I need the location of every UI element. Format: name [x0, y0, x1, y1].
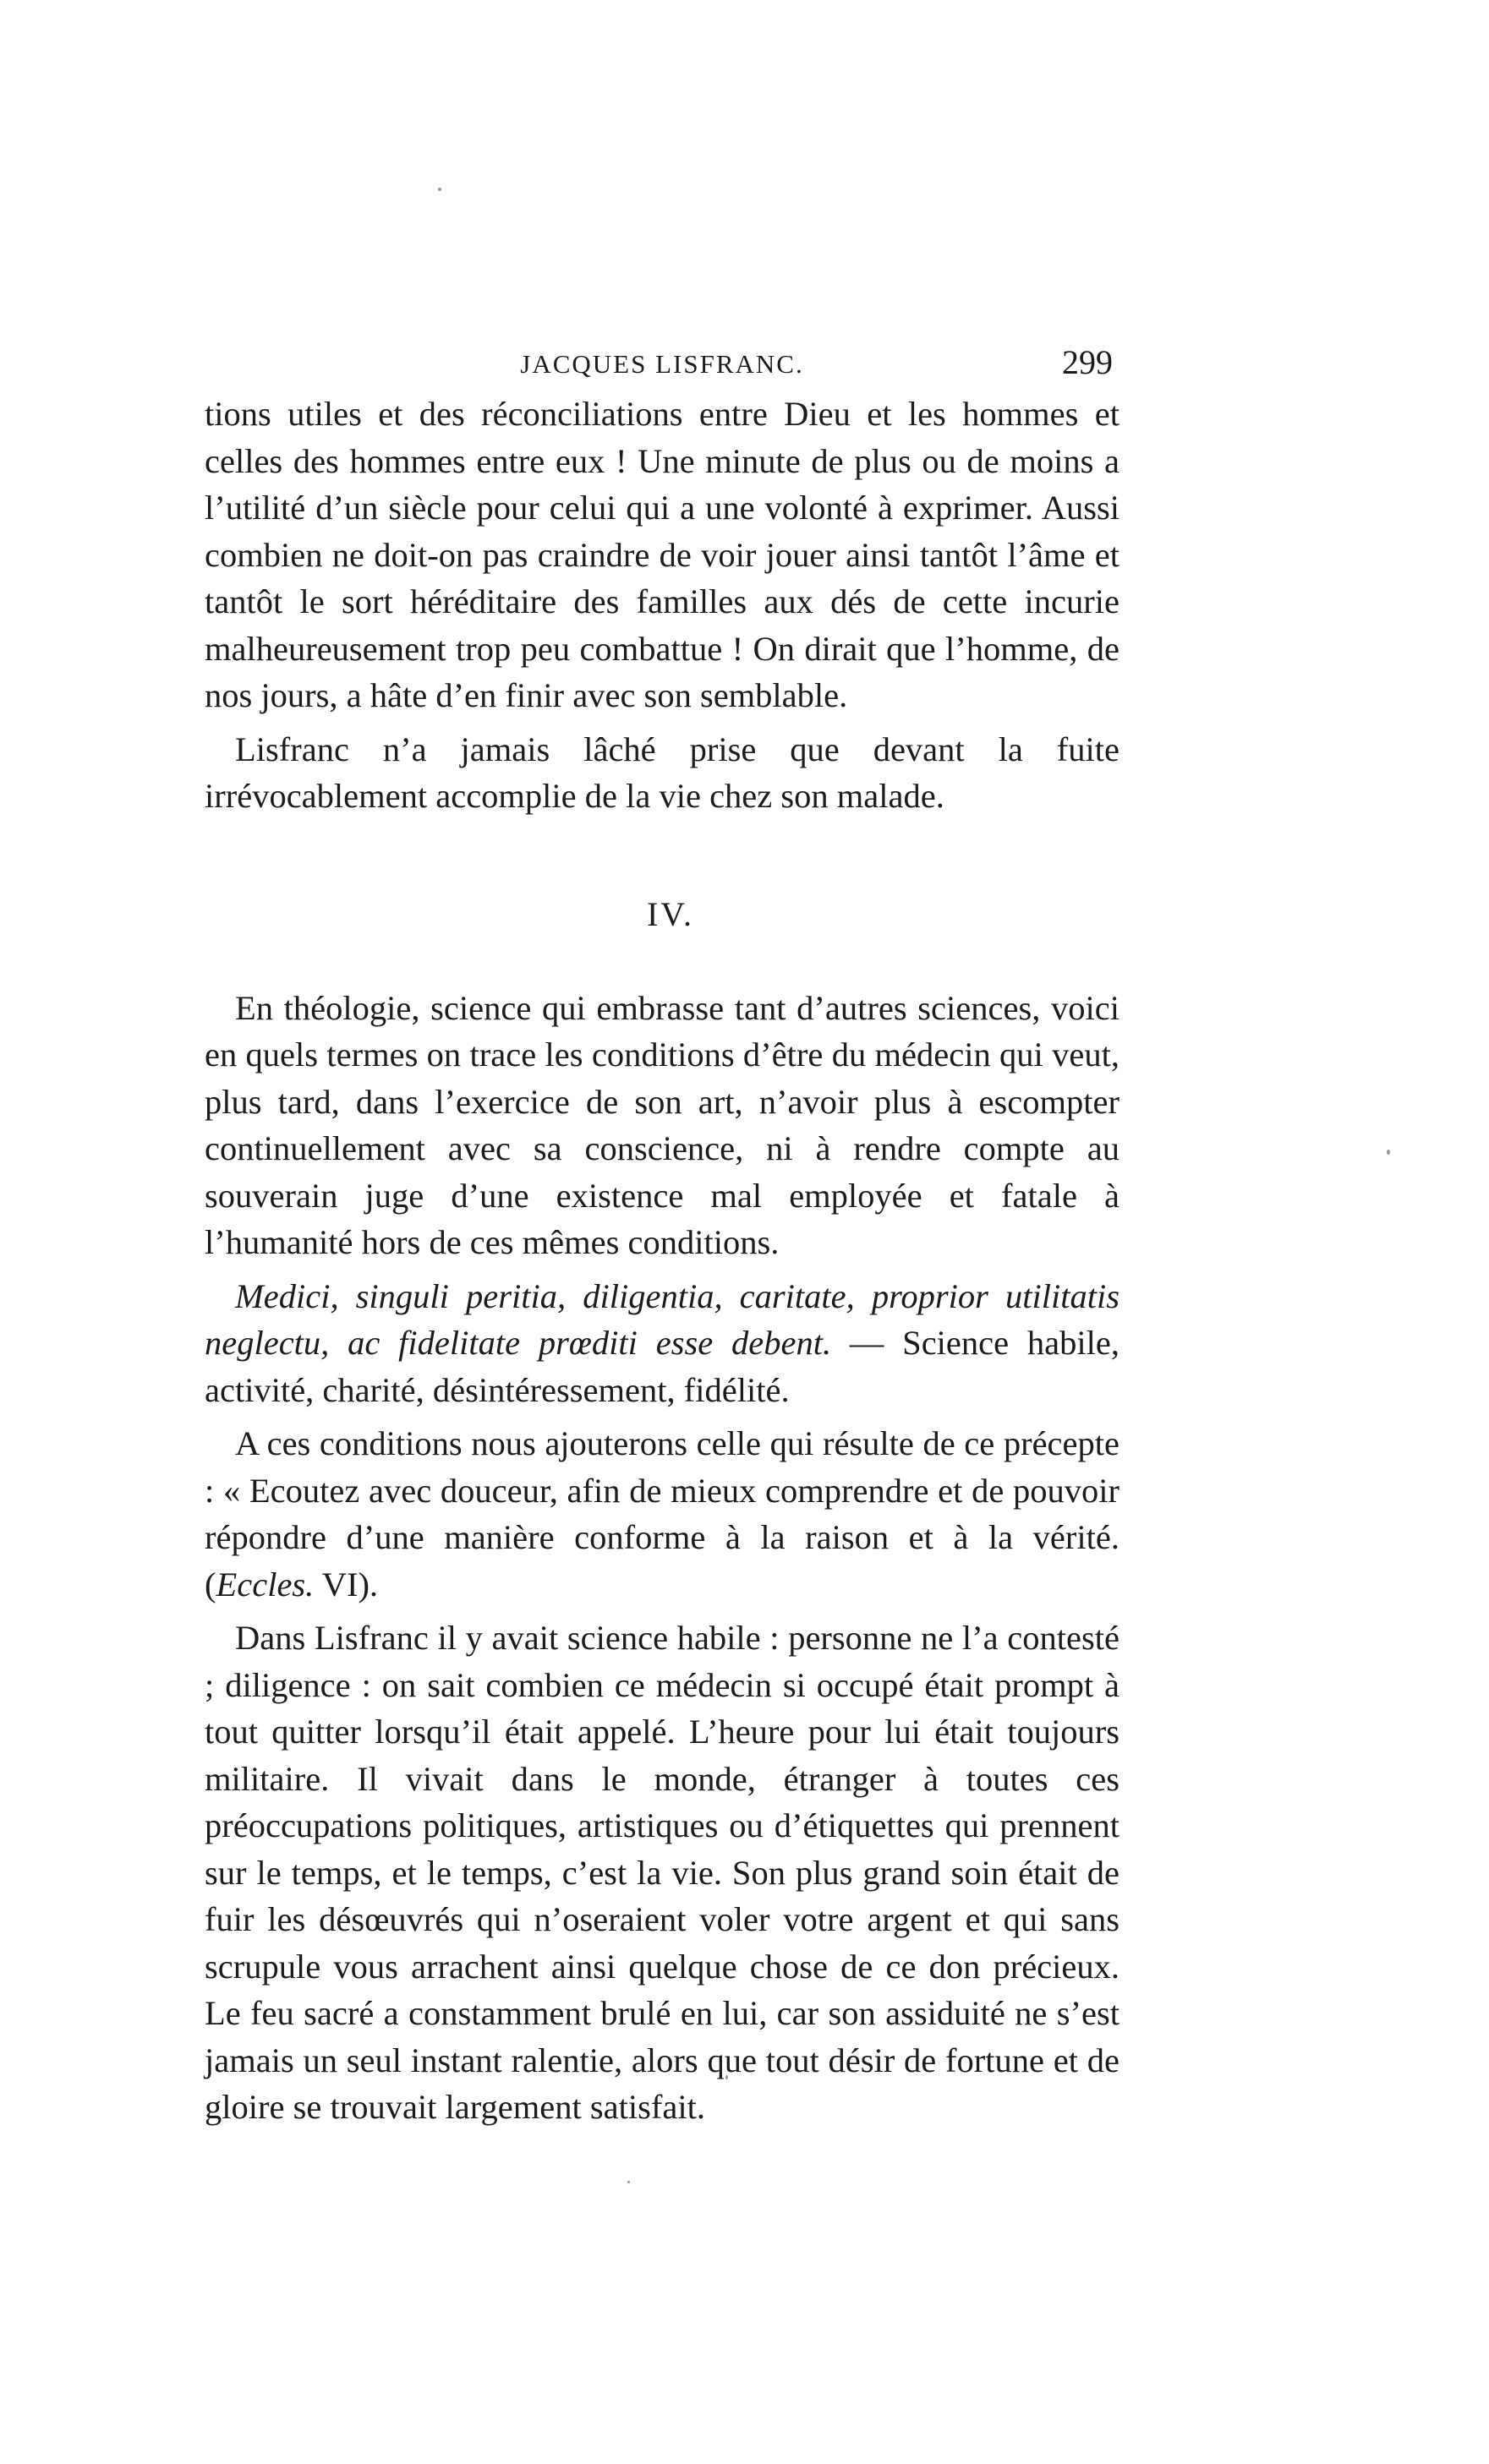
section-heading: IV.: [646, 894, 695, 933]
paragraph-latin-quote: [205, 1273, 1119, 1414]
latin-quote: Medici, singuli peritia, diligentia, caritate, proprior utilitatis neglectu, ac fidelitate prœditi esse debent.: [205, 1276, 1119, 1362]
paragraph: Dans Lisfranc il y avait science habile : personne ne l’a contesté ; diligence : on sait combien ce médecin si occupé était prompt à tout quitter lorsqu’il était appelé. L’heure pour lui était toujours militaire. Il vivait dans le monde, étranger à toutes ces préoccupations politiques, artistiques ou d’étiquettes qui prennent sur le temps, et le temps, c’est la vie. Son plus grand soin était de fuir les désœuvrés qui n’oseraient voler votre argent et qui sans scrupule vous arrachent ainsi quelque chose de ce don précieux. Le feu sacré a constamment brulé en lui, car son assiduité ne s’est jamais un seul instant ralentie, alors que tout désir de fortune et de gloire se trouvait largement satisfait.: [205, 1619, 1119, 2126]
paragraph-text: VI).: [314, 1565, 379, 1604]
running-head: [205, 342, 1119, 385]
running-title: JACQUES LISFRANC.: [520, 349, 804, 379]
quote-translation: — Science habile, activité, charité, désintéressement, fidélité.: [205, 1324, 1119, 1409]
text-block: [205, 391, 1119, 2131]
paper-speck: [1387, 1150, 1390, 1155]
paragraph-text: A ces conditions nous ajouterons celle qui résulte de ce précepte : « Ecoutez avec douceur, afin de mieux comprendre et de pouvoir répondre d’une manière conforme à la raison et à la vérité. (: [205, 1424, 1119, 1604]
scripture-reference: Eccles.: [216, 1565, 315, 1604]
paragraph-continuation: tions utiles et des réconciliations entre Dieu et les hommes et celles des hommes entre eux ! Une minute de plus ou de moins a l’utilité d’un siècle pour celui qui a une volonté à exprimer. Aussi combien ne doit-on pas craindre de voir jouer ainsi tantôt l’âme et tantôt le sort héréditaire des familles aux dés de cette incurie malheureusement trop peu combattue ! On dirait que l’homme, de nos jours, a hâte d’en finir avec son semblable.: [205, 395, 1119, 714]
paper-speck: [438, 188, 441, 191]
paragraph: [205, 1420, 1119, 1608]
paper-speck: [627, 2181, 630, 2183]
page-number: 299: [1062, 343, 1113, 381]
paragraph: En théologie, science qui embrasse tant d’autres sciences, voici en quels termes on trace les conditions d’être du médecin qui veut, plus tard, dans l’exercice de son art, n’avoir plus à escompter continuellement avec sa conscience, ni à rendre compte au souverain juge d’une existence mal employée et fatale à l’humanité hors de ces mêmes conditions.: [205, 988, 1119, 1261]
paragraph: Lisfranc n’a jamais lâché prise que devant la fuite irrévocablement accomplie de la vie chez son malade.: [205, 729, 1119, 815]
